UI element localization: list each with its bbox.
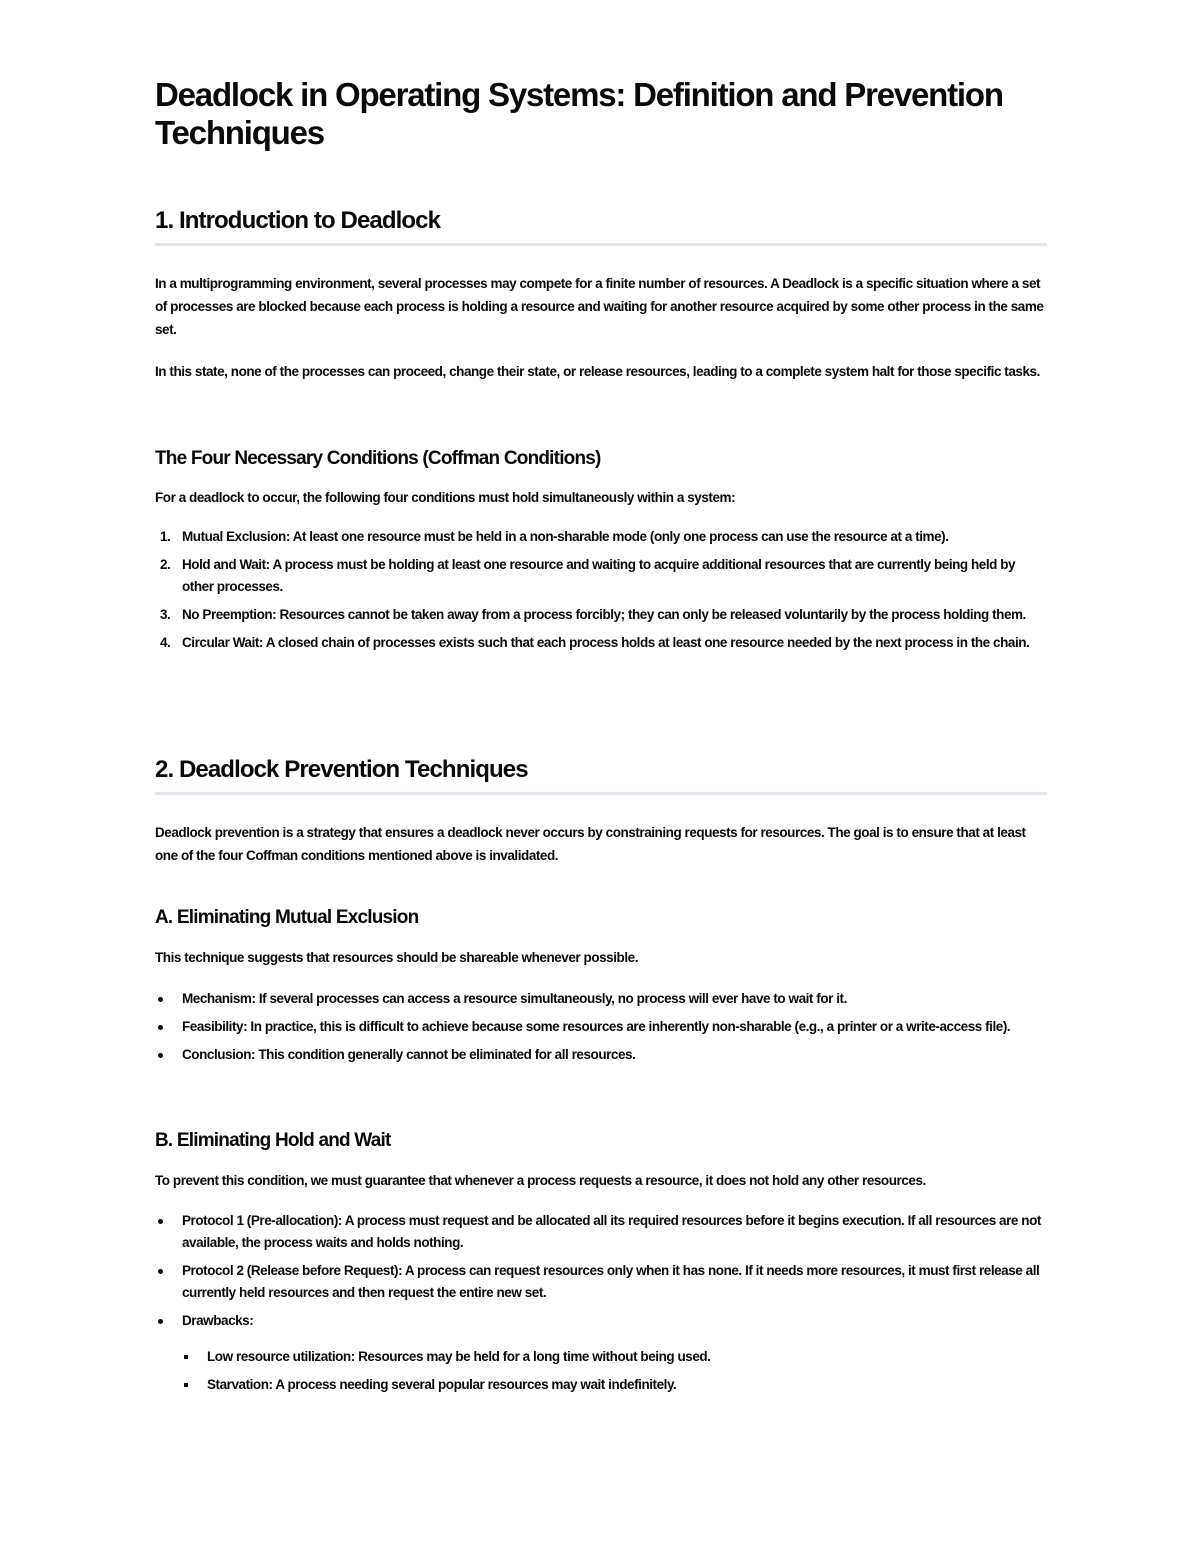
hold-and-wait-list: [155, 1210, 1047, 1338]
mutual-exclusion-list: [155, 988, 1047, 1072]
hold-and-wait-intro: To prevent this condition, we must guarantee that whenever a process requests a resource, it does not hold any other resources.: [155, 1173, 926, 1188]
intro-paragraph-2: In this state, none of the processes can proceed, change their state, or release resources, leading to a complete system halt for those specific tasks.: [155, 364, 1040, 379]
list-item: Starvation: A process needing several popular resources may wait indefinitely.: [180, 1374, 1047, 1396]
section-divider: [155, 792, 1047, 795]
list-item: Conclusion: This condition generally cannot be eliminated for all resources.: [155, 1044, 1047, 1066]
subheading-coffman-conditions: The Four Necessary Conditions (Coffman Conditions): [155, 448, 601, 469]
subheading-mutual-exclusion: A. Eliminating Mutual Exclusion: [155, 907, 419, 928]
list-item: Mechanism: If several processes can access a resource simultaneously, no process will ever have to wait for it.: [155, 988, 1047, 1010]
list-item: 1. Mutual Exclusion: At least one resource must be held in a non-sharable mode (only one process can use the resource at a time).: [160, 529, 949, 544]
list-item: Low resource utilization: Resources may be held for a long time without being used.: [180, 1346, 1047, 1368]
list-item: Drawbacks:: [155, 1310, 1047, 1332]
subheading-hold-and-wait: B. Eliminating Hold and Wait: [155, 1130, 391, 1151]
section-divider: [155, 243, 1047, 246]
conditions-intro: For a deadlock to occur, the following four conditions must hold simultaneously within a system:: [155, 490, 736, 505]
list-item: Protocol 1 (Pre-allocation): A process must request and be allocated all its required resources before it begins execution. If all resources are not available, the process waits and holds nothing.: [155, 1210, 1047, 1254]
bullet-icon: [184, 1383, 188, 1387]
document-title: Deadlock in Operating Systems: Definition and Prevention Techniques: [155, 76, 1003, 151]
bullet-icon: [158, 1025, 163, 1030]
bullet-icon: [184, 1355, 188, 1359]
section-heading-prevention: 2. Deadlock Prevention Techniques: [155, 756, 528, 783]
section-heading-introduction: 1. Introduction to Deadlock: [155, 207, 441, 234]
list-item: Protocol 2 (Release before Request): A process can request resources only when it has none. If it needs more resources, it must first release all currently held resources and then request the entire new set.: [155, 1260, 1047, 1304]
list-item: 4. Circular Wait: A closed chain of processes exists such that each process holds at least one resource needed by the next process in the chain.: [160, 635, 1030, 650]
list-item: 3. No Preemption: Resources cannot be taken away from a process forcibly; they can only be released voluntarily by the process holding them.: [160, 607, 1026, 622]
prevention-intro: Deadlock prevention is a strategy that ensures a deadlock never occurs by constraining requests for resources. The goal is to ensure that at least one of the four Coffman conditions mentioned above is invalidated.: [155, 825, 1026, 863]
bullet-icon: [158, 1269, 163, 1274]
bullet-icon: [158, 1319, 163, 1324]
coffman-conditions-list: [155, 526, 1047, 660]
intro-paragraph: In a multiprogramming environment, several processes may compete for a finite number of resources. A Deadlock is a specific situation where a set of processes are blocked because each process is holding a resource and waiting for another resource acquired by some other process in the same set.: [155, 276, 1044, 337]
bullet-icon: [158, 997, 163, 1002]
drawbacks-list: [180, 1346, 1047, 1402]
mutual-exclusion-intro: This technique suggests that resources should be shareable whenever possible.: [155, 950, 638, 965]
bullet-icon: [158, 1053, 163, 1058]
list-item: 2. Hold and Wait: A process must be holding at least one resource and waiting to acquire additional resources that are currently being held by other processes.: [160, 557, 1016, 594]
bullet-icon: [158, 1219, 163, 1224]
list-item: Feasibility: In practice, this is difficult to achieve because some resources are inherently non-sharable (e.g., a printer or a write-access file).: [155, 1016, 1047, 1038]
